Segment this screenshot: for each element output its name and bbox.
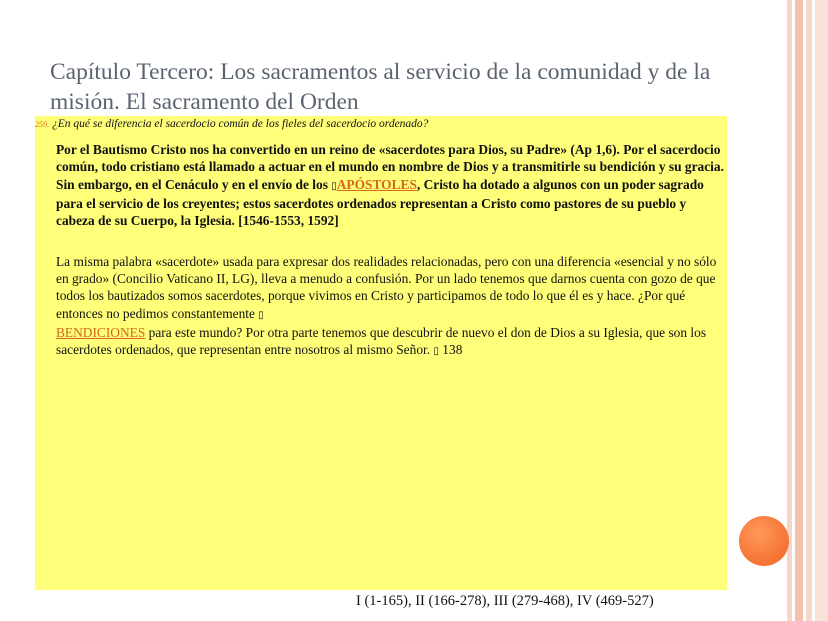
answer-text: Por el Bautismo Cristo nos ha convertido en un reino de «sacerdotes para Dios, su Padre» (Ap 1,6). Por el sacerdocio común, todo cristiano está llamado a actuar en el mundo en nombre de Dios y a transmitirle su bendición y su gracia. Sin embargo, en el Cenáculo y en el envío de los	[56, 142, 724, 192]
decor-stripe	[815, 0, 828, 621]
bendiciones-link[interactable]: BENDICIONES	[56, 324, 146, 340]
missing-glyph-icon: ▯	[258, 309, 264, 321]
answer-paragraph	[56, 141, 727, 229]
content-panel	[35, 116, 727, 590]
apostoles-link[interactable]: APÓSTOLES	[336, 176, 417, 192]
question-text: ¿En qué se diferencia el sacerdocio común de los fieles del sacerdocio ordenado?	[52, 118, 429, 130]
comment-text-cont: para este mundo? Por otra parte tenemos que descubrir de nuevo el don de Dios a su Iglesia, que son los sacerdotes ordenados, que representan entre nosotros al mismo Señor.	[56, 324, 707, 358]
decor-stripe	[806, 0, 812, 621]
decorative-orb	[739, 516, 789, 566]
slide-title: Capítulo Tercero: Los sacramentos al servicio de la comunidad y de la misión. El sacramento del Orden	[50, 59, 711, 115]
comment-paragraph	[56, 253, 727, 360]
question-line	[35, 118, 428, 130]
decor-stripe	[795, 0, 803, 621]
comment-text: La misma palabra «sacerdote» usada para expresar dos realidades relacionadas, pero con una diferencia «esencial y no sólo en grado» (Concilio Vaticano II, LG), lleva a menudo a confusión. Por un lado tenemos que darnos cuenta con gozo de que todos los bautizados somos sacerdotes, porque vivimos en Cristo y participamos de todo lo que él es y hace. ¿Por qué entonces no pedimos constantemente	[56, 254, 717, 321]
answer-text-cont: , Cristo ha dotado a algunos con un poder sagrado para el servicio de los creyentes; estos sacerdotes ordenados representan a Cristo como pastores de su pueblo y cabeza de su Cuerpo, la Iglesia. [1546-1553, 1592]	[56, 176, 704, 229]
missing-glyph-icon: ▯	[331, 180, 337, 192]
question-number: 259.	[35, 120, 49, 129]
decor-stripe	[787, 0, 792, 621]
comment-reference: 138	[438, 342, 463, 358]
missing-glyph-icon: ▯	[433, 346, 439, 358]
footer-index: I (1-165), II (166-278), III (279-468), IV (469-527)	[356, 593, 654, 609]
